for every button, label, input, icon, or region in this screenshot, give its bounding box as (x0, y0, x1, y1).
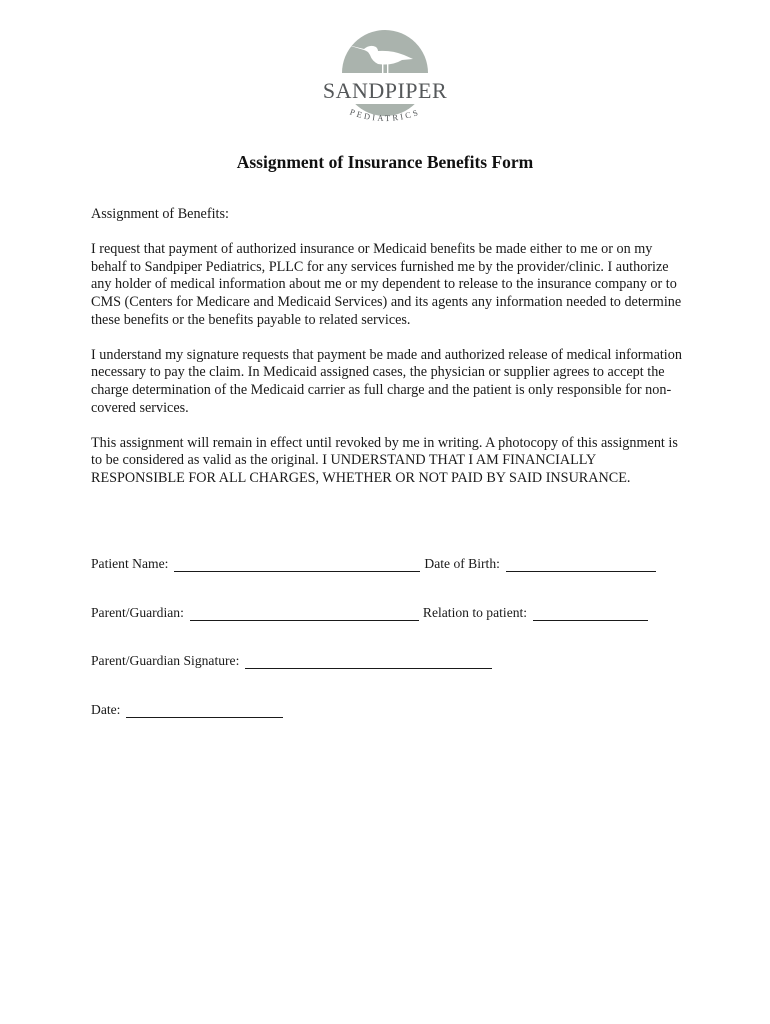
form-body (91, 206, 691, 505)
guardian-signature-field[interactable] (245, 655, 492, 669)
form-fields (91, 556, 691, 750)
section-heading: Assignment of Benefits: (91, 206, 229, 222)
logo-graphic (312, 22, 458, 134)
relation-to-patient-field[interactable] (533, 607, 648, 621)
parent-guardian-label: Parent/Guardian: (91, 604, 184, 620)
date-label: Date: (91, 701, 121, 717)
parent-guardian-field[interactable] (190, 607, 419, 621)
patient-row (91, 556, 691, 572)
paragraph-understand: I understand my signature requests that payment be made and authorized release of medical information necessary to pay the claim. In Medicaid assigned cases, the physician or supplier agrees to accept the charge determination of the Medicaid carrier as full charge and the patient is only responsible for non-covered services. (91, 346, 682, 416)
guardian-row (91, 605, 691, 621)
date-field[interactable] (126, 704, 283, 718)
date-row (91, 702, 691, 718)
date-of-birth-field[interactable] (506, 558, 656, 572)
sandpiper-pediatrics-logo (312, 22, 458, 134)
paragraph-request: I request that payment of authorized insurance or Medicaid benefits be made either to me or on my behalf to Sandpiper Pediatrics, PLLC for any services furnished me by the provider/clinic. I authorize any holder of medical information about me or my dependent to release to the insurance company or to CMS (Centers for Medicare and Medicaid Services) and its agents any information needed to determine these benefits or the benefits payable to related services. (91, 241, 682, 328)
signature-row (91, 653, 691, 669)
patient-name-label: Patient Name: (91, 556, 169, 571)
logo-wordmark: SANDPIPER (322, 78, 448, 103)
form-title: Assignment of Insurance Benefits Form (236, 152, 534, 172)
logo-subtitle-text: PEDIATRICS (348, 106, 422, 124)
relation-to-patient-label: Relation to patient: (422, 604, 528, 620)
guardian-signature-label: Parent/Guardian Signature: (91, 653, 240, 668)
patient-name-field[interactable] (174, 558, 420, 572)
date-of-birth-label: Date of Birth: (424, 556, 500, 571)
paragraph-assignment: This assignment will remain in effect until revoked by me in writing. A photocopy of this assignment is to be considered as valid as the original. I UNDERSTAND THAT I AM FINANCIALLY RESPONSIBLE FOR ALL CHARGES, WHETHER OR NOT PAID BY SAID INSURANCE. (91, 434, 678, 486)
